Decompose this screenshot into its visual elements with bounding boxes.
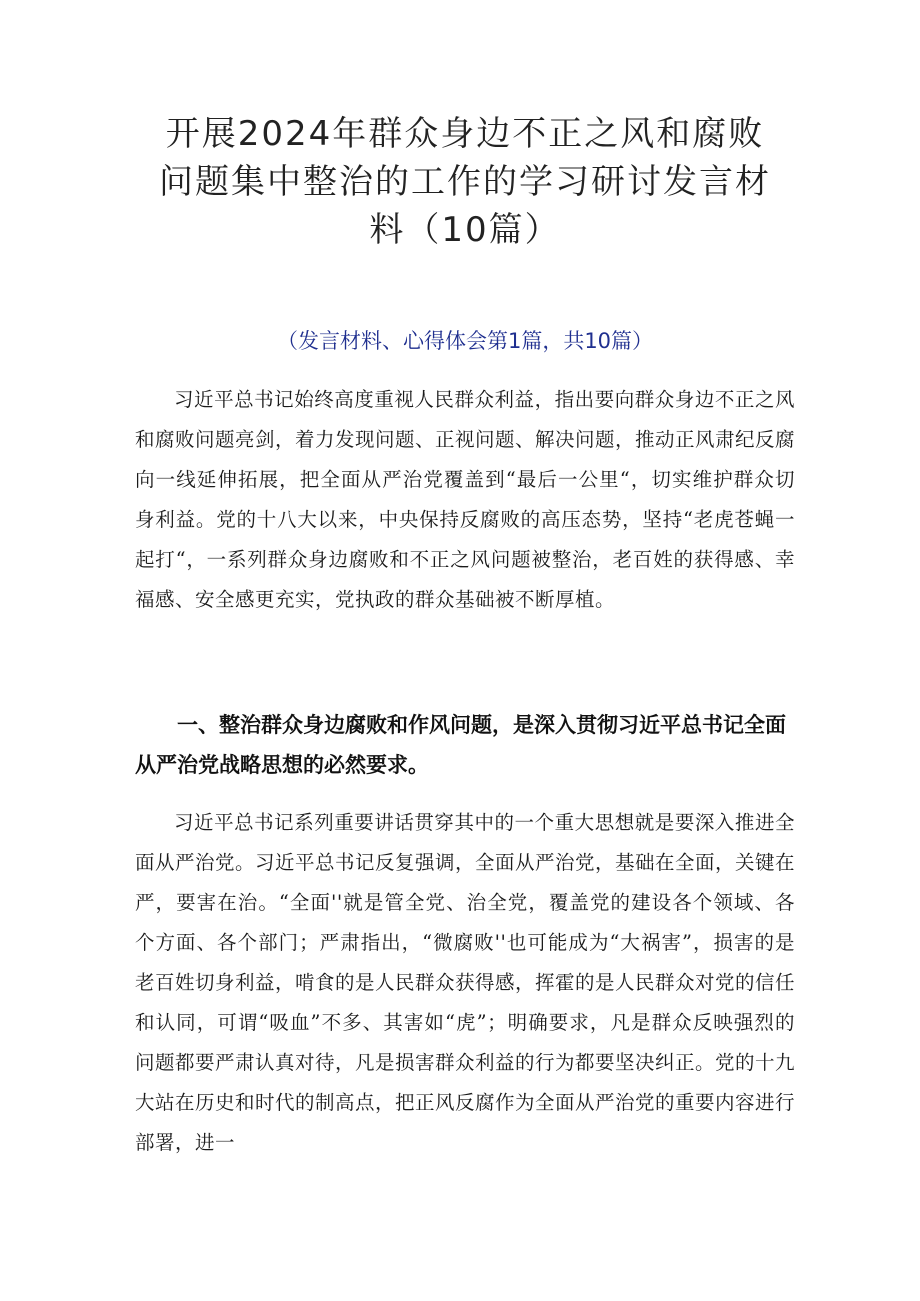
document-subtitle: （发言材料、心得体会第1篇，共10篇） (276, 329, 654, 353)
body-paragraph-1: 习近平总书记始终高度重视人民群众利益，指出要向群众身边不正之风和腐败问题亮剑，着力发现问题、正视问题、解决问题，推动正风肃纪反腐向一线延伸拓展，把全面从严治党覆盖到“最后一公里“，切实维护群众切身利益。党的十八大以来，中央保持反腐败的高压态势，坚持“老虎苍蝇一起打“，一系列群众身边腐败和不正之风问题被整治，老百姓的获得感、幸福感、安全感更充实，党执政的群众基础被不断厚植。 (135, 388, 796, 611)
document-title: 开展2024年群众身边不正之风和腐败问题集中整治的工作的学习研讨发言材料（10篇） (159, 114, 771, 250)
body-paragraph-2: 习近平总书记系列重要讲话贯穿其中的一个重大思想就是要深入推进全面从严治党。习近平总书记反复强调，全面从严治党，基础在全面，关键在严，要害在治。“全面''就是管全党、治全党，覆盖党的建设各个领域、各个方面、各个部门；严肃指出，“微腐败''也可能成为“大祸害”，损害的是老百姓切身利益，啃食的是人民群众获得感，挥霍的是人民群众对党的信任和认同，可谓“吸血”不多、其害如“虎”；明确要求，凡是群众反映强烈的问题都要严肃认真对待，凡是损害群众利益的行为都要坚决纠正。党的十九大站在历史和时代的制高点，把正风反腐作为全面从严治党的重要内容进行部署，进一 (135, 811, 795, 1154)
section-heading-1: 一、整治群众身边腐败和作风问题，是深入贯彻习近平总书记全面从严治党战略思想的必然要求。 (135, 713, 786, 777)
